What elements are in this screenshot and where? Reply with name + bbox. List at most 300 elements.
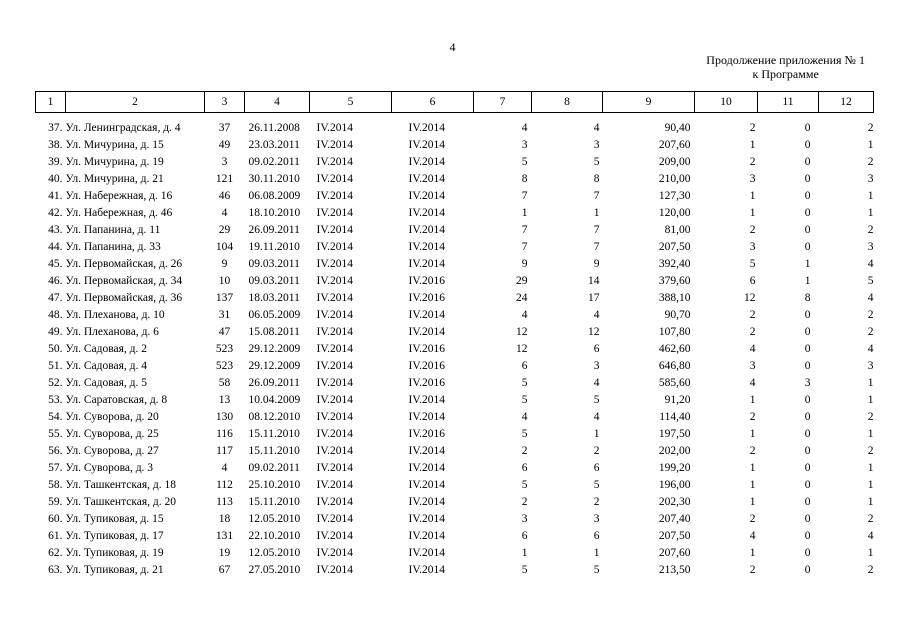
table-row <box>36 289 874 306</box>
col5-cell: IV.2014 <box>316 461 354 474</box>
col5-cell: IV.2014 <box>316 325 354 338</box>
col10-cell: 1 <box>749 138 756 151</box>
row-number-cell: 53. <box>48 393 63 406</box>
col12-cell: 2 <box>867 121 874 134</box>
col12-cell: 1 <box>867 206 874 219</box>
col6-cell: IV.2014 <box>408 529 446 542</box>
col10-cell: 2 <box>749 410 756 423</box>
address-cell: Ул. Саратовская, д. 8 <box>65 393 168 406</box>
table-row <box>36 476 874 493</box>
address-cell: Ул. Садовая, д. 2 <box>65 342 147 355</box>
column-header: 10 <box>695 92 758 113</box>
col10-cell: 4 <box>749 376 756 389</box>
col3-cell: 13 <box>218 393 231 406</box>
date-cell: 23.03.2011 <box>248 138 300 151</box>
col8-cell: 7 <box>593 223 600 236</box>
col8-cell: 4 <box>593 410 600 423</box>
row-number-cell: 61. <box>48 529 63 542</box>
column-header: 2 <box>66 92 205 113</box>
col3-cell: 130 <box>215 410 234 423</box>
col12-cell: 2 <box>867 155 874 168</box>
col8-cell: 2 <box>593 495 600 508</box>
col10-cell: 6 <box>749 274 756 287</box>
col12-cell: 2 <box>867 410 874 423</box>
column-header: 6 <box>392 92 474 113</box>
col11-cell: 0 <box>804 563 811 576</box>
col10-cell: 2 <box>749 512 756 525</box>
col12-cell: 2 <box>867 308 874 321</box>
date-cell: 12.05.2010 <box>248 512 301 525</box>
col10-cell: 2 <box>749 444 756 457</box>
col10-cell: 2 <box>749 308 756 321</box>
appendix-line-2: к Программе <box>752 67 819 81</box>
col10-cell: 1 <box>749 427 756 440</box>
col7-cell: 4 <box>521 121 528 134</box>
area-cell: 213,50 <box>658 563 691 576</box>
address-cell: Ул. Тупиковая, д. 19 <box>65 546 164 559</box>
col11-cell: 0 <box>804 359 811 372</box>
col11-cell: 0 <box>804 478 811 491</box>
col5-cell: IV.2014 <box>316 529 354 542</box>
col12-cell: 2 <box>867 325 874 338</box>
col6-cell: IV.2014 <box>408 138 446 151</box>
col11-cell: 0 <box>804 138 811 151</box>
table-row <box>36 323 874 340</box>
address-cell: Ул. Тупиковая, д. 17 <box>65 529 164 542</box>
col11-cell: 0 <box>804 495 811 508</box>
area-cell: 207,50 <box>658 529 691 542</box>
col5-cell: IV.2014 <box>316 342 354 355</box>
date-cell: 26.09.2011 <box>248 223 300 236</box>
date-cell: 15.11.2010 <box>248 444 300 457</box>
col8-cell: 5 <box>593 155 600 168</box>
col11-cell: 8 <box>804 291 811 304</box>
address-cell: Ул. Набережная, д. 46 <box>65 206 173 219</box>
table-row <box>36 170 874 187</box>
col12-cell: 5 <box>867 274 874 287</box>
col10-cell: 4 <box>749 529 756 542</box>
col8-cell: 17 <box>588 291 600 304</box>
table-row <box>36 510 874 527</box>
col8-cell: 1 <box>593 546 600 559</box>
table-row <box>36 459 874 476</box>
row-number-cell: 38. <box>48 138 63 151</box>
area-cell: 90,40 <box>664 121 691 134</box>
col6-cell: IV.2014 <box>408 563 446 576</box>
col7-cell: 7 <box>521 223 528 236</box>
col5-cell: IV.2014 <box>316 155 354 168</box>
col7-cell: 3 <box>521 512 528 525</box>
col5-cell: IV.2014 <box>316 121 354 134</box>
col10-cell: 3 <box>749 240 756 253</box>
col5-cell: IV.2014 <box>316 308 354 321</box>
col6-cell: IV.2014 <box>408 444 446 457</box>
col12-cell: 3 <box>867 240 874 253</box>
table-row <box>36 408 874 425</box>
col3-cell: 523 <box>215 342 234 355</box>
col6-cell: IV.2014 <box>408 393 446 406</box>
area-cell: 207,60 <box>658 138 691 151</box>
col12-cell: 3 <box>867 359 874 372</box>
col7-cell: 12 <box>516 342 528 355</box>
col3-cell: 29 <box>218 223 231 236</box>
col3-cell: 112 <box>216 478 233 491</box>
col5-cell: IV.2014 <box>316 274 354 287</box>
col8-cell: 5 <box>593 393 600 406</box>
col8-cell: 6 <box>593 461 600 474</box>
col11-cell: 0 <box>804 529 811 542</box>
col6-cell: IV.2014 <box>408 410 446 423</box>
col7-cell: 4 <box>521 410 528 423</box>
col5-cell: IV.2014 <box>316 172 354 185</box>
col11-cell: 0 <box>804 410 811 423</box>
row-number-cell: 50. <box>48 342 63 355</box>
address-cell: Ул. Тупиковая, д. 21 <box>65 563 164 576</box>
address-cell: Ул. Садовая, д. 4 <box>65 359 147 372</box>
col8-cell: 3 <box>593 512 600 525</box>
table-row <box>36 119 874 136</box>
row-number-cell: 51. <box>48 359 63 372</box>
page-number: 4 <box>449 40 456 54</box>
col6-cell: IV.2014 <box>408 155 446 168</box>
col5-cell: IV.2014 <box>316 189 354 202</box>
col10-cell: 12 <box>744 291 756 304</box>
address-cell: Ул. Суворова, д. 27 <box>65 444 159 457</box>
col8-cell: 6 <box>593 342 600 355</box>
col10-cell: 4 <box>749 342 756 355</box>
col7-cell: 6 <box>521 529 528 542</box>
area-cell: 202,30 <box>658 495 691 508</box>
address-cell: Ул. Ташкентская, д. 18 <box>65 478 177 491</box>
col3-cell: 121 <box>215 172 234 185</box>
area-cell: 81,00 <box>664 223 691 236</box>
appendix-caption <box>706 53 865 81</box>
area-cell: 114,40 <box>659 410 691 423</box>
col11-cell: 3 <box>804 376 811 389</box>
col6-cell: IV.2016 <box>408 274 446 287</box>
address-cell: Ул. Папанина, д. 11 <box>65 223 161 236</box>
col6-cell: IV.2014 <box>408 240 446 253</box>
row-number-cell: 42. <box>48 206 63 219</box>
col11-cell: 1 <box>804 274 811 287</box>
col6-cell: IV.2014 <box>408 495 446 508</box>
row-number-cell: 43. <box>48 223 63 236</box>
col10-cell: 1 <box>749 393 756 406</box>
col11-cell: 0 <box>804 206 811 219</box>
col6-cell: IV.2014 <box>408 172 446 185</box>
col11-cell: 0 <box>804 155 811 168</box>
address-cell: Ул. Ташкентская, д. 20 <box>65 495 177 508</box>
table-row <box>36 527 874 544</box>
table-row <box>36 306 874 323</box>
date-cell: 12.05.2010 <box>248 546 301 559</box>
column-header: 12 <box>819 92 874 113</box>
col5-cell: IV.2014 <box>316 393 354 406</box>
date-cell: 09.03.2011 <box>248 257 300 270</box>
col12-cell: 4 <box>867 257 874 270</box>
col5-cell: IV.2014 <box>316 410 354 423</box>
col8-cell: 1 <box>593 206 600 219</box>
col5-cell: IV.2014 <box>316 444 354 457</box>
col12-cell: 2 <box>867 563 874 576</box>
col7-cell: 6 <box>521 359 528 372</box>
area-cell: 196,00 <box>658 478 691 491</box>
col6-cell: IV.2016 <box>408 291 446 304</box>
col3-cell: 4 <box>221 206 228 219</box>
col6-cell: IV.2014 <box>408 478 446 491</box>
col11-cell: 0 <box>804 444 811 457</box>
date-cell: 09.02.2011 <box>248 461 300 474</box>
col5-cell: IV.2014 <box>316 138 354 151</box>
col8-cell: 12 <box>588 325 600 338</box>
col10-cell: 1 <box>749 546 756 559</box>
col3-cell: 131 <box>215 529 234 542</box>
appendix-line-1: Продолжение приложения № 1 <box>706 53 865 67</box>
col12-cell: 4 <box>867 291 874 304</box>
col11-cell: 0 <box>804 393 811 406</box>
col7-cell: 8 <box>521 172 528 185</box>
col10-cell: 1 <box>749 495 756 508</box>
col6-cell: IV.2014 <box>408 121 446 134</box>
address-cell: Ул. Первомайская, д. 26 <box>65 257 183 270</box>
area-cell: 91,20 <box>664 393 691 406</box>
col6-cell: IV.2014 <box>408 512 446 525</box>
area-cell: 585,60 <box>658 376 691 389</box>
col12-cell: 4 <box>867 342 874 355</box>
col12-cell: 1 <box>867 495 874 508</box>
date-cell: 06.05.2009 <box>248 308 301 321</box>
row-number-cell: 62. <box>48 546 63 559</box>
col7-cell: 5 <box>521 427 528 440</box>
date-cell: 08.12.2010 <box>248 410 301 423</box>
address-cell: Ул. Первомайская, д. 34 <box>65 274 183 287</box>
row-number-cell: 56. <box>48 444 63 457</box>
address-cell: Ул. Ленинградская, д. 4 <box>65 121 181 134</box>
col3-cell: 113 <box>216 495 233 508</box>
col12-cell: 1 <box>867 189 874 202</box>
col3-cell: 47 <box>218 325 231 338</box>
row-number-cell: 49. <box>48 325 63 338</box>
area-cell: 209,00 <box>658 155 691 168</box>
col11-cell: 0 <box>804 546 811 559</box>
table-row <box>36 357 874 374</box>
col5-cell: IV.2014 <box>316 257 354 270</box>
col3-cell: 18 <box>218 512 231 525</box>
col5-cell: IV.2014 <box>316 206 354 219</box>
area-cell: 197,50 <box>658 427 691 440</box>
col7-cell: 5 <box>521 155 528 168</box>
col7-cell: 2 <box>521 444 528 457</box>
col12-cell: 2 <box>867 512 874 525</box>
col12-cell: 1 <box>867 393 874 406</box>
col7-cell: 12 <box>516 325 528 338</box>
col3-cell: 67 <box>218 563 231 576</box>
col5-cell: IV.2014 <box>316 512 354 525</box>
area-cell: 392,40 <box>658 257 691 270</box>
address-cell: Ул. Суворова, д. 20 <box>65 410 159 423</box>
col11-cell: 0 <box>804 189 811 202</box>
date-cell: 26.11.2008 <box>248 121 300 134</box>
table-row <box>36 374 874 391</box>
date-cell: 18.03.2011 <box>248 291 300 304</box>
address-cell: Ул. Мичурина, д. 21 <box>65 172 164 185</box>
date-cell: 29.12.2009 <box>248 359 301 372</box>
col11-cell: 0 <box>804 512 811 525</box>
col10-cell: 1 <box>749 206 756 219</box>
column-header: 3 <box>205 92 245 113</box>
col6-cell: IV.2016 <box>408 376 446 389</box>
col7-cell: 3 <box>521 138 528 151</box>
column-header: 4 <box>245 92 310 113</box>
table-row <box>36 238 874 255</box>
column-header: 8 <box>532 92 603 113</box>
row-number-cell: 40. <box>48 172 63 185</box>
col7-cell: 5 <box>521 376 528 389</box>
col3-cell: 37 <box>218 121 231 134</box>
col10-cell: 2 <box>749 325 756 338</box>
col12-cell: 4 <box>867 529 874 542</box>
date-cell: 15.11.2010 <box>248 495 300 508</box>
date-cell: 09.02.2011 <box>248 155 300 168</box>
col5-cell: IV.2014 <box>316 546 354 559</box>
col11-cell: 0 <box>804 121 811 134</box>
col12-cell: 1 <box>867 376 874 389</box>
col7-cell: 7 <box>521 189 528 202</box>
date-cell: 22.10.2010 <box>248 529 301 542</box>
column-header: 9 <box>603 92 695 113</box>
area-cell: 202,00 <box>658 444 691 457</box>
col11-cell: 0 <box>804 240 811 253</box>
col3-cell: 116 <box>216 427 233 440</box>
date-cell: 26.09.2011 <box>248 376 300 389</box>
col8-cell: 1 <box>593 427 600 440</box>
row-number-cell: 58. <box>48 478 63 491</box>
col5-cell: IV.2014 <box>316 495 354 508</box>
table-header-row <box>36 92 874 113</box>
col5-cell: IV.2014 <box>316 478 354 491</box>
table-row <box>36 561 874 578</box>
col7-cell: 9 <box>521 257 528 270</box>
table-row <box>36 204 874 221</box>
row-number-cell: 52. <box>48 376 63 389</box>
col6-cell: IV.2016 <box>408 342 446 355</box>
row-number-cell: 55. <box>48 427 63 440</box>
area-cell: 207,60 <box>658 546 691 559</box>
col3-cell: 49 <box>218 138 231 151</box>
col10-cell: 1 <box>749 461 756 474</box>
col6-cell: IV.2014 <box>408 308 446 321</box>
row-number-cell: 60. <box>48 512 63 525</box>
col12-cell: 2 <box>867 223 874 236</box>
row-number-cell: 37. <box>48 121 63 134</box>
col12-cell: 1 <box>867 546 874 559</box>
date-cell: 19.11.2010 <box>248 240 300 253</box>
col3-cell: 19 <box>218 546 231 559</box>
address-cell: Ул. Плеханова, д. 10 <box>65 308 165 321</box>
col10-cell: 3 <box>749 172 756 185</box>
table-row <box>36 544 874 561</box>
row-number-cell: 41. <box>48 189 63 202</box>
area-cell: 388,10 <box>658 291 691 304</box>
col5-cell: IV.2014 <box>316 240 354 253</box>
col6-cell: IV.2016 <box>408 359 446 372</box>
col5-cell: IV.2014 <box>316 427 354 440</box>
table-row <box>36 136 874 153</box>
address-cell: Ул. Садовая, д. 5 <box>65 376 147 389</box>
date-cell: 09.03.2011 <box>248 274 300 287</box>
col10-cell: 2 <box>749 563 756 576</box>
col10-cell: 2 <box>749 223 756 236</box>
date-cell: 18.10.2010 <box>248 206 301 219</box>
col11-cell: 0 <box>804 342 811 355</box>
table-row <box>36 425 874 442</box>
col7-cell: 7 <box>521 240 528 253</box>
col11-cell: 0 <box>804 223 811 236</box>
table-row <box>36 391 874 408</box>
table-row <box>36 187 874 204</box>
row-number-cell: 47. <box>48 291 63 304</box>
col6-cell: IV.2014 <box>408 257 446 270</box>
col3-cell: 31 <box>218 308 231 321</box>
col8-cell: 7 <box>593 189 600 202</box>
col6-cell: IV.2014 <box>408 461 446 474</box>
col7-cell: 29 <box>516 274 528 287</box>
col11-cell: 0 <box>804 172 811 185</box>
col11-cell: 0 <box>804 325 811 338</box>
table-row <box>36 255 874 272</box>
col3-cell: 117 <box>216 444 233 457</box>
row-number-cell: 48. <box>48 308 63 321</box>
col7-cell: 4 <box>521 308 528 321</box>
area-cell: 120,00 <box>658 206 691 219</box>
col3-cell: 9 <box>221 257 228 270</box>
address-cell: Ул. Суворова, д. 25 <box>65 427 159 440</box>
table-row <box>36 153 874 170</box>
col7-cell: 1 <box>521 546 528 559</box>
col3-cell: 3 <box>221 155 228 168</box>
col3-cell: 137 <box>215 291 234 304</box>
col11-cell: 0 <box>804 461 811 474</box>
col8-cell: 6 <box>593 529 600 542</box>
col8-cell: 9 <box>593 257 600 270</box>
table-row <box>36 221 874 238</box>
table-body <box>36 119 874 578</box>
col8-cell: 2 <box>593 444 600 457</box>
col6-cell: IV.2014 <box>408 223 446 236</box>
address-cell: Ул. Мичурина, д. 15 <box>65 138 164 151</box>
date-cell: 10.04.2009 <box>248 393 301 406</box>
area-cell: 107,80 <box>658 325 691 338</box>
row-number-cell: 39. <box>48 155 63 168</box>
area-cell: 207,40 <box>658 512 691 525</box>
area-cell: 646,80 <box>658 359 691 372</box>
col8-cell: 8 <box>593 172 600 185</box>
col10-cell: 3 <box>749 359 756 372</box>
table-row <box>36 442 874 459</box>
col10-cell: 2 <box>749 121 756 134</box>
column-header: 5 <box>310 92 392 113</box>
row-number-cell: 57. <box>48 461 63 474</box>
col7-cell: 6 <box>521 461 528 474</box>
col8-cell: 4 <box>593 308 600 321</box>
row-number-cell: 59. <box>48 495 63 508</box>
col12-cell: 1 <box>867 138 874 151</box>
date-cell: 15.08.2011 <box>248 325 300 338</box>
col6-cell: IV.2016 <box>408 427 446 440</box>
date-cell: 25.10.2010 <box>248 478 301 491</box>
row-number-cell: 63. <box>48 563 63 576</box>
address-cell: Ул. Суворова, д. 3 <box>65 461 154 474</box>
